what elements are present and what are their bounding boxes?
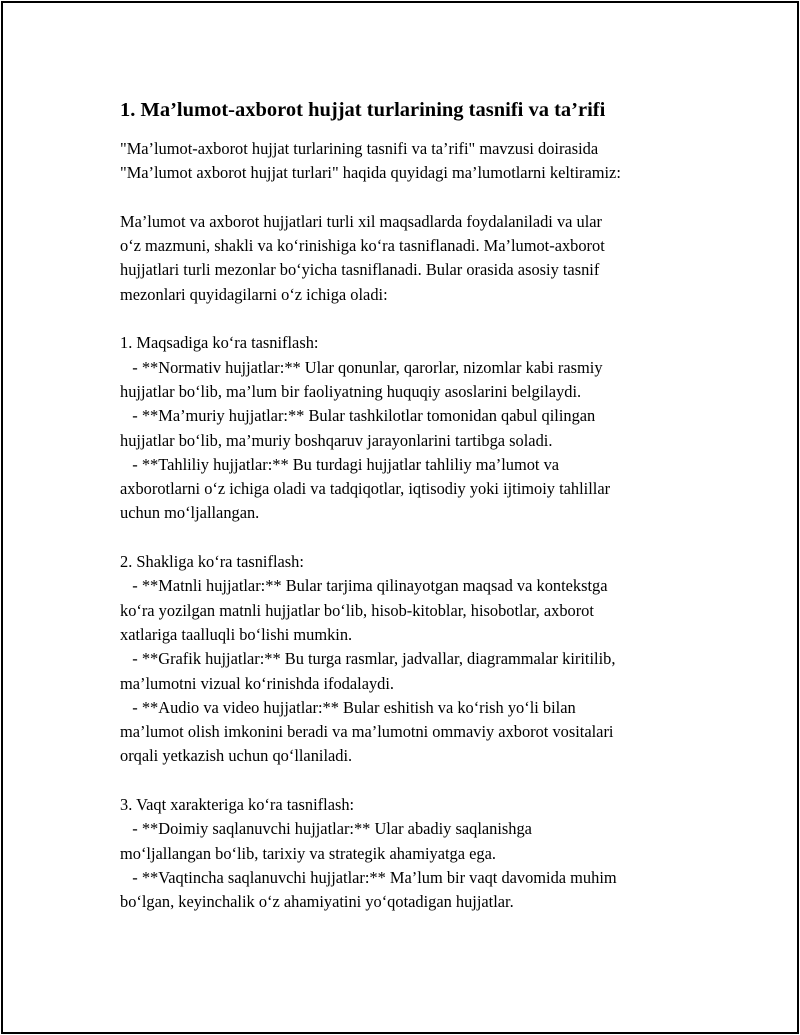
text-line: "Ma’lumot-axborot hujjat turlarining tasnifi va ta’rifi" mavzusi doirasida — [120, 139, 599, 158]
text-line: mezonlari quyidagilarni o‘z ichiga oladi: — [120, 284, 388, 304]
section-form-classification — [120, 550, 690, 769]
text-line: ma’lumotni vizual ko‘rinishda ifodalaydi. — [120, 673, 395, 693]
text-line: mo‘ljallangan bo‘lib, tarixiy va strategik ahamiyatga ega. — [120, 843, 496, 863]
text-line: bo‘lgan, keyinchalik o‘z ahamiyatini yo‘qotadigan hujjatlar. — [120, 892, 514, 912]
paragraph-gap — [120, 526, 690, 550]
document-content — [120, 97, 690, 915]
document-title: 1. Ma’lumot-axborot hujjat turlarining tasnifi va ta’rifi — [120, 99, 606, 121]
section-heading: 3. Vaqt xarakteriga ko‘ra tasniflash: — [120, 795, 355, 815]
text-line: Ma’lumot va axborot hujjatlari turli xil maqsadlarda foydalaniladi va ular — [120, 211, 603, 231]
text-line: hujjatlar bo‘lib, ma’muriy boshqaruv jarayonlarini tartibga soladi. — [120, 430, 553, 450]
paragraph-gap — [120, 307, 690, 331]
list-item-line: - **Grafik hujjatlar:** Bu turga rasmlar, jadvallar, diagrammalar kiritilib, — [120, 649, 616, 669]
text-line: ma’lumot olish imkonini beradi va ma’lumotni ommaviy axborot vositalari — [120, 722, 614, 742]
text-line: xatlariga taalluqli bo‘lishi mumkin. — [120, 624, 353, 644]
text-line: hujjatlar bo‘lib, ma’lum bir faoliyatning huquqiy asoslarini belgilaydi. — [120, 381, 582, 401]
section-time-classification — [120, 793, 690, 914]
text-line: orqali yetkazish uchun qo‘llaniladi. — [120, 746, 353, 766]
list-item-line: - **Ma’muriy hujjatlar:** Bular tashkilotlar tomonidan qabul qilingan — [120, 406, 596, 426]
list-item-line: - **Doimiy saqlanuvchi hujjatlar:** Ular abadiy saqlanishga — [120, 819, 532, 839]
list-item-line: - **Tahliliy hujjatlar:** Bu turdagi hujjatlar tahliliy ma’lumot va — [120, 454, 560, 474]
section-purpose-classification — [120, 331, 690, 525]
list-item-line: - **Normativ hujjatlar:** Ular qonunlar, qarorlar, nizomlar kabi rasmiy — [120, 357, 603, 377]
list-item-line: - **Vaqtincha saqlanuvchi hujjatlar:** Ma’lum bir vaqt davomida muhim — [120, 867, 617, 887]
text-line: ko‘ra yozilgan matnli hujjatlar bo‘lib, hisob-kitoblar, hisobotlar, axborot — [120, 600, 594, 620]
list-item-line: - **Audio va video hujjatlar:** Bular eshitish va ko‘rish yo‘li bilan — [120, 697, 576, 717]
text-line: o‘z mazmuni, shakli va ko‘rinishiga ko‘ra tasniflanadi. Ma’lumot-axborot — [120, 236, 605, 256]
section-heading: 2. Shakliga ko‘ra tasniflash: — [120, 552, 304, 572]
text-line: uchun mo‘ljallangan. — [120, 503, 260, 523]
text-line: "Ma’lumot axborot hujjat turlari" haqida quyidagi ma’lumotlarni keltiramiz: — [120, 163, 621, 183]
text-line: axborotlarni o‘z ichiga oladi va tadqiqotlar, iqtisodiy yoki ijtimoiy tahlillar — [120, 479, 611, 499]
paragraph-gap — [120, 769, 690, 793]
text-line: hujjatlari turli mezonlar bo‘yicha tasniflanadi. Bular orasida asosiy tasnif — [120, 260, 600, 280]
document-page — [1, 1, 799, 1034]
intro-paragraph — [120, 137, 690, 186]
overview-paragraph — [120, 210, 690, 307]
section-heading: 1. Maqsadiga ko‘ra tasniflash: — [120, 333, 319, 353]
paragraph-gap — [120, 186, 690, 210]
list-item-line: - **Matnli hujjatlar:** Bular tarjima qilinayotgan maqsad va kontekstga — [120, 576, 608, 596]
